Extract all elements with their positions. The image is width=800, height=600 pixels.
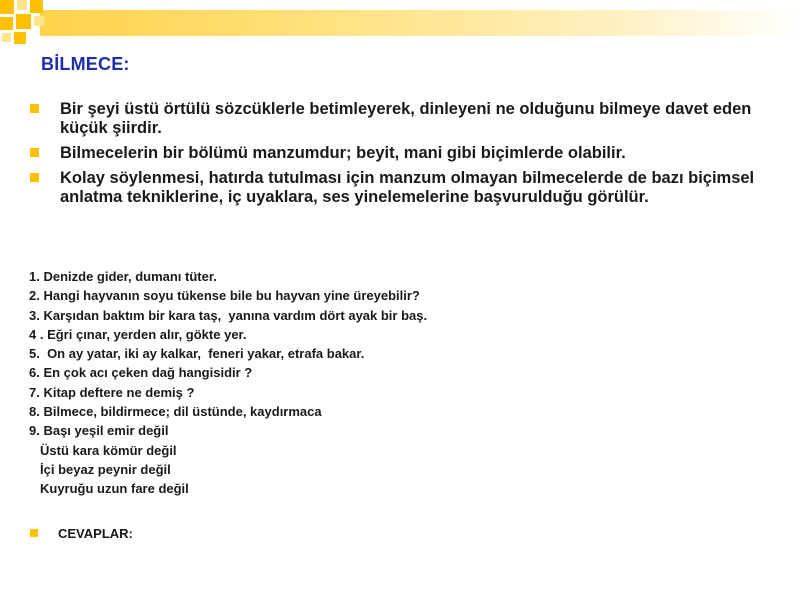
bullet-text: Kolay söylenmesi, hatırda tutulması için manzum olmayan bilmecelerde de bazı biçimsel anlatma tekniklerine, iç uyaklara, ses yinelemelerine başvurulduğu görülür.	[60, 169, 755, 206]
bullet-text: Bilmecelerin bir bölümü manzumdur; beyit, mani gibi biçimlerde olabilir.	[60, 144, 626, 162]
riddle-list	[29, 267, 769, 499]
bullet-item	[30, 169, 770, 207]
banner-square	[34, 16, 44, 26]
riddle-line: 2. Hangi hayvanın soyu tükense bile bu hayvan yine üreyebilir?	[29, 288, 420, 304]
riddle-continuation-line: Üstü kara kömür değil	[40, 442, 177, 458]
riddle-line: 8. Bilmece, bildirmece; dil üstünde, kaydırmaca	[29, 404, 322, 420]
answers-section	[30, 526, 133, 541]
page-title: BİLMECE:	[41, 54, 130, 74]
square-bullet-icon	[30, 173, 39, 182]
riddle-line: 6. En çok acı çeken dağ hangisidir ?	[29, 365, 253, 381]
banner-square	[17, 0, 27, 10]
riddle-line: 4 . Eğri çınar, yerden alır, gökte yer.	[29, 326, 247, 342]
riddle-line: 1. Denizde gider, dumanı tüter.	[29, 269, 217, 284]
riddle-line: 7. Kitap deftere ne demiş ?	[29, 384, 195, 400]
square-bullet-icon	[30, 148, 39, 157]
riddle-line: 3. Karşıdan baktım bir kara taş, yanına vardım dört ayak bir baş.	[29, 307, 428, 323]
riddle-continuation-line: İçi beyaz peynir değil	[40, 461, 171, 477]
square-bullet-icon	[30, 104, 39, 113]
square-bullet-icon	[30, 529, 38, 537]
bullet-item	[30, 144, 770, 163]
header-banner	[0, 0, 800, 48]
banner-square	[0, 17, 13, 30]
banner-square	[16, 14, 31, 29]
answers-label: CEVAPLAR:	[58, 526, 133, 541]
bullet-item	[30, 100, 770, 138]
banner-square	[2, 33, 11, 42]
riddle-line: 5. On ay yatar, iki ay kalkar, feneri yakar, etrafa bakar.	[29, 346, 365, 362]
banner-gradient-bar	[40, 10, 800, 36]
definition-bullet-list	[30, 100, 770, 213]
bullet-text: Bir şeyi üstü örtülü sözcüklerle betimleyerek, dinleyeni ne olduğunu bilmeye davet eden küçük şiirdir.	[60, 100, 752, 137]
banner-square	[30, 0, 43, 13]
banner-square	[14, 32, 26, 44]
banner-square	[0, 0, 14, 14]
riddle-line: 9. Başı yeşil emir değil	[29, 423, 169, 439]
riddle-continuation-line: Kuyruğu uzun fare değil	[40, 481, 189, 497]
